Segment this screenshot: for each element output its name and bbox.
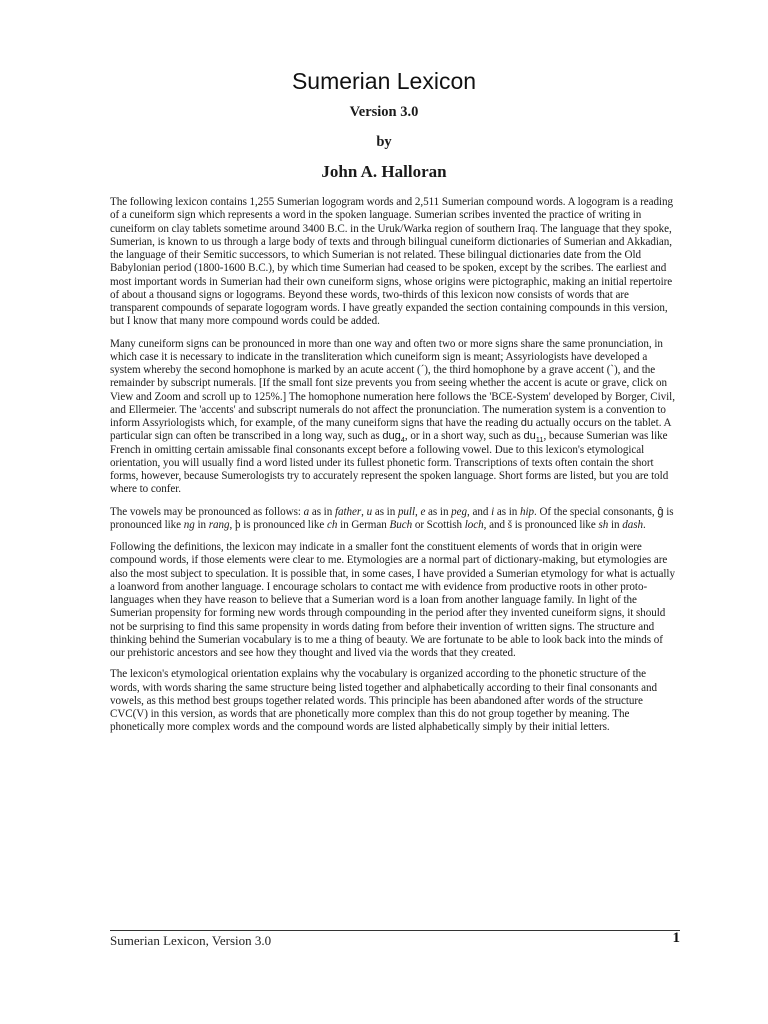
paragraph-organization: The lexicon's etymological orientation explains why the vocabulary is organized according to the phonetic structure of the words, with words sharing the same structure being listed together and alphabetically according to their final consonants and vowels, as this method best groups together related words. This principle has been abandoned after words of the structure CVC(V) in this version, as words that are phonetically more complex than this do not group together by meaning. The phonetically more complex words and the compound words are listed alphabetically simply by their initial letters. xyxy=(110,668,658,734)
paragraph-intro: The following lexicon contains 1,255 Sumerian logogram words and 2,511 Sumerian compound words. A logogram is a reading of a cuneiform sign which represents a word in the spoken language. Sumerian scribes invented the practice of writing in cuneiform on clay tablets sometime around 3400 B.C. in the Uruk/Warka region of southern Iraq. The language that they spoke, Sumerian, is known to us through a large body of texts and through bilingual cuneiform dictionaries of Sumerian and Akkadian, the language of their Semitic successors, to which Sumerian is not related. These bilingual dictionaries date from the Old Babylonian period (1800-1600 B.C.), by which time Sumerian had ceased to be spoken, except by the scribes. The earliest and most important words in Sumerian had their own cuneiform signs, whose origins were pictographic, making an initial repertoire of about a thousand signs or logograms. Beyond these words, two-thirds of this lexicon now consists of words that are transparent compounds of separate logogram words. I have greatly expanded the section containing compounds in this version, but I know that many more compound words could be added. xyxy=(110,196,674,328)
special-consonant-ng: ĝ xyxy=(657,505,664,518)
paragraph-homophones: Many cuneiform signs can be pronounced in more than one way and often two or more signs share the same pronunciation, in which case it is necessary to indicate in the transliteration which cuneiform sign is meant; Assyriologists have developed a system whereby the second homophone is marked by an acute accent (´), the third homophone by a grave accent (`), and the remainder by subscript numerals. [If the small font size prevents you from seeing whether the accent is acute or grave, click on View and Zoom and scroll up to 125%.] The homophone numeration here follows the 'BCE-System' developed by Borger, Civil, and Ellermeier. The 'accents' and subscript numerals do not affect the pronunciation. The numeration system is a convention to inform Assyriologists which, for example, of the many cuneiform signs that have the reading du actually occurs on the tablet. A particular sign can often be transcribed in a long way, such as dug$_4$, or in a short way, such as $du_{11}$, because Sumerian was like French in omitting certain amissable final consonants except before a following vowel. Due to this lexicon's etymological orientation, you will usually find a word listed under its fullest phonetic form. Transcriptions of texts often contain the short forms, however, because Sumerologists try to accurately represent the spoken language. Short forms are listed, but you are told where to confer. xyxy=(110,337,675,496)
reading-du11: $du_{11}$ xyxy=(523,430,544,445)
reading-dug4: dug$_4$ xyxy=(382,430,405,445)
special-consonant-sh: š xyxy=(507,518,512,531)
body-text xyxy=(110,196,678,744)
page-number: 1 xyxy=(672,930,680,946)
document-title: Sumerian Lexicon xyxy=(291,68,477,94)
paragraph-pronunciation: The vowels may be pronounced as follows: a as in father, u as in pull, e as in peg, and i as in hip. Of the special consonants, ĝ is pronounced like ng in rang, þ is pronounced like ch in German Buch or Scottish loch, and š is pronounced like sh in dash. xyxy=(110,505,674,531)
author-name: John A. Halloran xyxy=(321,162,447,181)
special-consonant-h: þ xyxy=(234,518,241,531)
version-line: Version 3.0 xyxy=(349,104,419,120)
footer-divider xyxy=(110,930,680,931)
paragraph-etymology: Following the definitions, the lexicon may indicate in a smaller font the constituent elements of words that in origin were compound words, if those elements were clear to me. Etymologies are a normal part of dictionary-making, but etymologies are also the most subject to speculation. It is possible that, in some cases, I have provided a Sumerian etymology for what is actually a loanword from another language. I encourage scholars to contact me with evidence from productive roots in other proto-languages when they have reason to believe that a Sumerian word is a loan from another language family. In light of the Sumerian propensity for forming new words through compounding in the period after they invented cuneiform signs, it should not be surprising to find this same propensity in words dating from before their invention of written signs. The structure and thinking behind the Sumerian vocabulary is to me a thing of beauty. We are fortunate to be able to look back into the minds of our prehistoric ancestors and see how they thought and lived via the words that they created. xyxy=(110,541,675,659)
footer-title: Sumerian Lexicon, Version 3.0 xyxy=(110,933,272,948)
by-line: by xyxy=(376,134,392,150)
reading-du: du xyxy=(520,417,533,429)
